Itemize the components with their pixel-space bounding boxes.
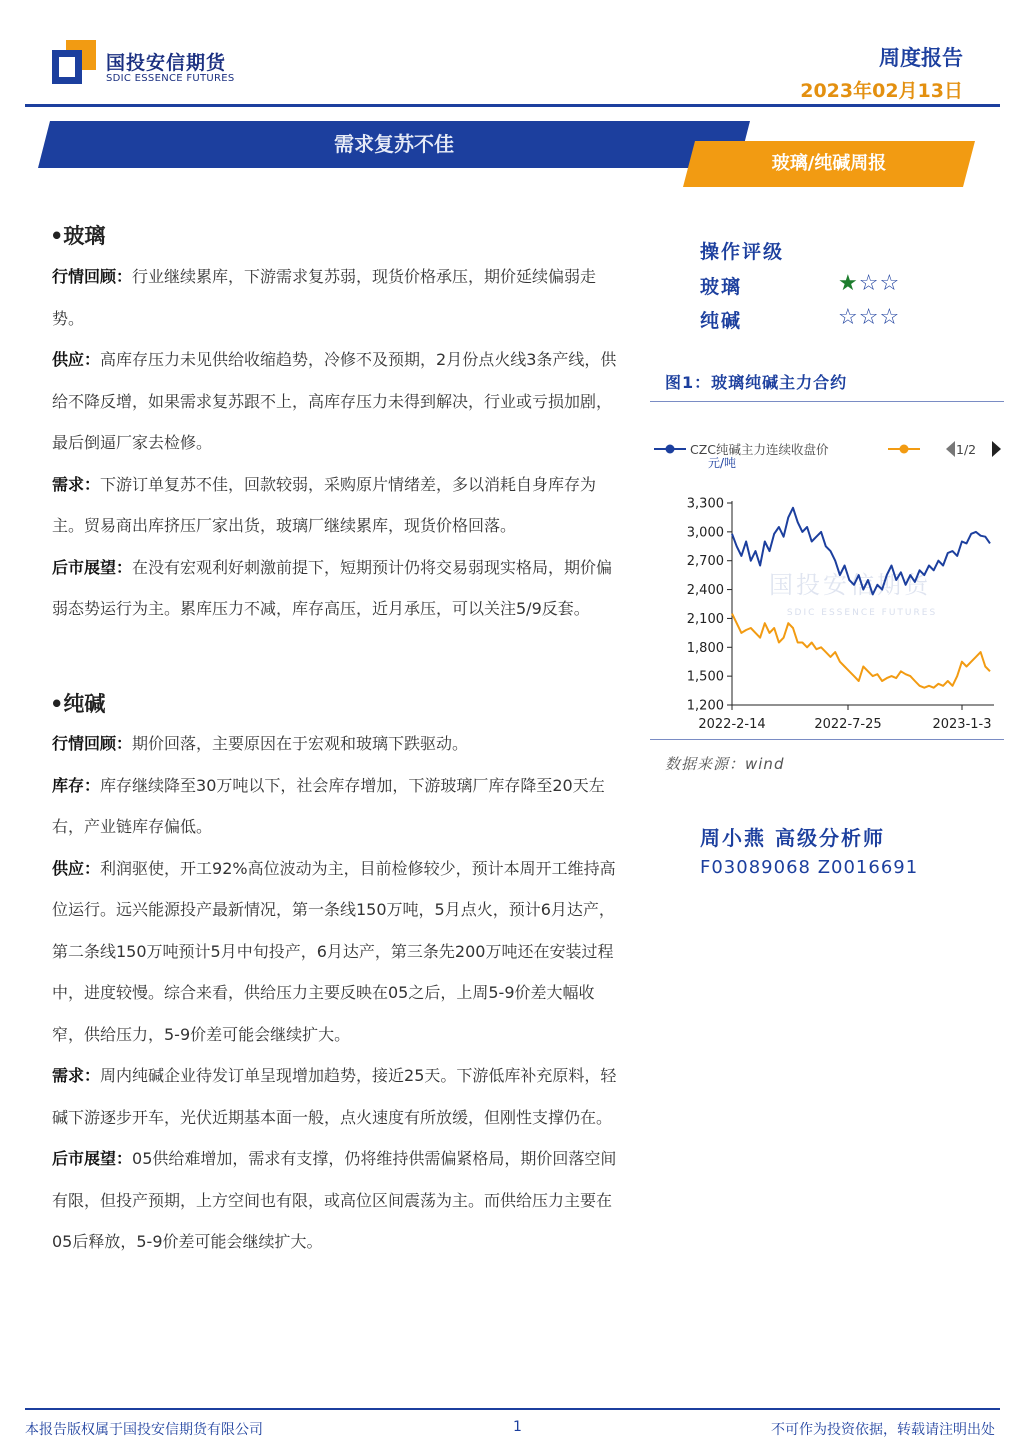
rating-name-glass: 玻璃 (700, 276, 743, 298)
paragraph-label: 供应： (52, 858, 101, 878)
section-body-soda (52, 723, 620, 1263)
y-tick-label: 2,400 (686, 583, 724, 599)
star-empty-icon: ☆ (858, 271, 880, 296)
pager-next-icon (992, 441, 1001, 457)
report-tag: 玻璃/纯碱周报 (771, 153, 887, 174)
paragraph (52, 848, 620, 1056)
section-heading-glass: •玻璃 (50, 224, 106, 248)
footer-disclaimer: 不可作为投资依据，转载请注明出处 (771, 1422, 995, 1438)
paragraph (52, 723, 620, 765)
pager-text: 1/2 (956, 442, 977, 457)
paragraph-label: 库存： (52, 775, 101, 795)
paragraph-label: 后市展望： (52, 557, 133, 577)
page-number: 1 (513, 1419, 522, 1435)
star-empty-icon: ☆ (858, 305, 880, 330)
report-date: 2023年02月13日 (800, 80, 963, 102)
rating-name-soda: 纯碱 (700, 310, 743, 332)
paragraph (52, 339, 620, 464)
header-divider (25, 104, 1000, 107)
x-tick-label: 2022-7-25 (814, 717, 882, 732)
y-tick-label: 3,300 (686, 496, 724, 512)
y-tick-label: 2,700 (686, 554, 724, 570)
paragraph-text: 高库存压力未见供给收缩趋势，冷修不及预期，2月份点火线3条产线，供给不降反增，如果需求复苏跟不上，高库存压力未得到解决，行业或亏损加剧，最后倒逼厂家去检修。 (52, 350, 617, 452)
logo-text-cn: 国投安信期货 (106, 52, 227, 74)
paragraph (52, 256, 620, 339)
rating-title: 操作评级 (700, 241, 785, 263)
star-empty-icon: ☆ (879, 305, 901, 330)
star-empty-icon: ☆ (838, 305, 859, 330)
paragraph (52, 464, 620, 547)
y-tick-label: 2,100 (686, 611, 724, 627)
logo-mark-icon (52, 40, 96, 84)
y-tick-label: 3,000 (686, 525, 724, 541)
paragraph (52, 547, 620, 630)
paragraph-label: 行情回顾： (52, 734, 133, 753)
paragraph-text: 05供给难增加，需求有支撑，仍将维持供需偏紧格局，期价回落空间有限，但投产预期，上方空间也有限，或高位区间震荡为主。而供给压力主要在05后释放，5-9价差可能会继续扩大。 (52, 1149, 617, 1251)
y-tick-label: 1,500 (686, 669, 724, 685)
rating-stars-soda (838, 307, 900, 329)
pager-prev-icon (946, 441, 955, 457)
paragraph-label: 需求： (52, 1066, 101, 1085)
paragraph-label: 行情回顾： (52, 267, 133, 286)
legend-swatch-dot (666, 445, 675, 454)
report-title: 需求复苏不佳 (334, 132, 454, 156)
star-filled-icon: ★ (838, 271, 859, 296)
price-chart (650, 405, 1004, 737)
footer-divider (25, 1408, 1000, 1410)
y-axis-unit: 元/吨 (708, 456, 737, 470)
y-tick-label: 1,200 (686, 698, 724, 714)
x-tick-label: 2023-1-3 (932, 717, 992, 732)
section-heading-soda: •纯碱 (50, 692, 106, 716)
x-tick-label: 2022-2-14 (698, 717, 766, 732)
footer-copyright: 本报告版权属于国投安信期货有限公司 (25, 1422, 263, 1438)
paragraph-text: 在没有宏观利好刺激前提下，短期预计仍将交易弱现实格局，期价偏弱态势运行为主。累库压力不减，库存高压，近月承压，可以关注5/9反套。 (52, 557, 613, 618)
paragraph-text: 下游订单复苏不佳，回款较弱，采购原片情绪差，多以消耗自身库存为主。贸易商出库挤压厂家出货，玻璃厂继续累库，现货价格回落。 (52, 474, 597, 535)
paragraph-label: 后市展望： (52, 1149, 133, 1168)
legend-swatch-dot (900, 445, 909, 454)
chart-watermark: 国投安信期货 (769, 571, 931, 599)
data-source: 数据来源：wind (665, 755, 785, 773)
figure-divider-top (650, 401, 1004, 402)
company-logo (52, 40, 282, 90)
report-type: 周度报告 (879, 46, 963, 70)
paragraph-text: 期价回落，主要原因在于宏观和玻璃下跌驱动。 (132, 734, 469, 753)
analyst-license: F03089068 Z0016691 (700, 857, 919, 878)
chart-watermark-en: SDIC ESSENCE FUTURES (786, 608, 938, 618)
analyst-name: 周小燕 高级分析师 (700, 826, 885, 850)
paragraph (52, 765, 620, 848)
paragraph-label: 供应： (52, 350, 101, 369)
star-empty-icon: ☆ (879, 271, 901, 296)
legend-label: CZC纯碱主力连续收盘价 (690, 442, 829, 457)
paragraph-text: 行业继续累库，下游需求复苏弱，现货价格承压，期价延续偏弱走势。 (52, 267, 597, 328)
paragraph (52, 1138, 620, 1263)
logo-text-en: SDIC ESSENCE FUTURES (106, 73, 235, 84)
paragraph (52, 1055, 620, 1138)
rating-stars-glass (838, 273, 900, 295)
paragraph-text: 库存继续降至30万吨以下，社会库存增加，下游玻璃厂库存降至20天左右，产业链库存偏低。 (52, 775, 605, 836)
paragraph-label: 需求： (52, 474, 101, 494)
paragraph-text: 周内纯碱企业待发订单呈现增加趋势，接近25天。下游低库补充原料，轻碱下游逐步开车，光伏近期基本面一般，点火速度有所放缓，但刚性支撑仍在。 (52, 1066, 617, 1127)
section-body-glass (52, 256, 620, 630)
series-line-glass (732, 614, 990, 688)
figure-divider-bottom (650, 739, 1004, 740)
y-tick-label: 1,800 (686, 640, 724, 656)
paragraph-text: 利润驱使，开工92%高位波动为主，目前检修较少，预计本周开工维持高位运行。远兴能源投产最新情况，第一条线150万吨，5月点火，预计6月达产，第二条线150万吨预计5月中旬投产，6月达产，第三条先200万吨还在安装过程中，进度较慢。综合来看，供给压力主要反映在05之后，上周5-9价差大幅收窄，供给压力，5-9价差可能会继续扩大。 (52, 858, 616, 1044)
figure-title: 图1：玻璃纯碱主力合约 (665, 373, 848, 392)
